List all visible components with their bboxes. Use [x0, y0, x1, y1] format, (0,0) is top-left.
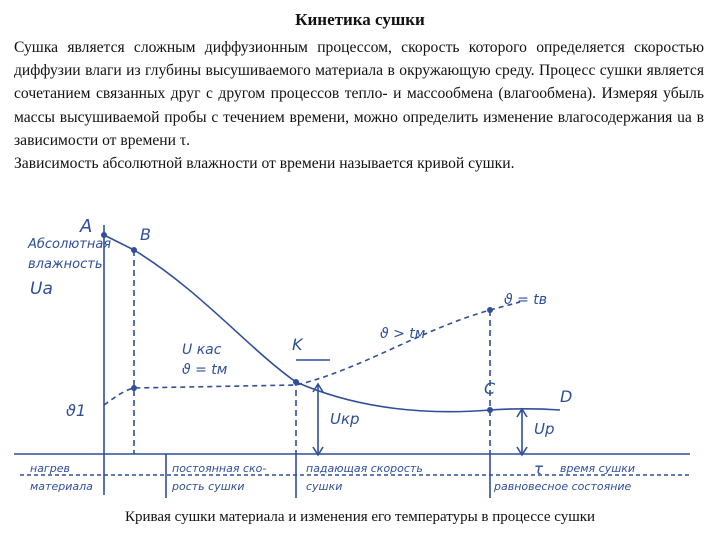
label-up: Uр [534, 420, 555, 438]
point-C-dot [487, 407, 493, 413]
zone-2-line1: постоянная ско- [172, 462, 267, 475]
paragraph-1: Сушка является сложным диффузионным процессом, скорость которого определяется скоростью диффузии влаги из глубины высушиваемого материала в окружающую среду. Процесс сушки является сочетанием связанных друг с другом процессов тепло- и массообмена (влагообмена). Измеряя убыль массы высушиваемой пробы с течением времени, можно определить изменение влагосодержания uа в зависимости от времени τ. [14, 39, 704, 149]
label-tau: τ [534, 460, 544, 478]
zone-2-line2: рость сушки [172, 480, 245, 493]
label-C: C [484, 379, 496, 398]
label-ucr-line1: U кас [182, 342, 222, 358]
point-tb-dot [487, 307, 493, 313]
temperature-curve [104, 302, 520, 405]
label-A: A [80, 216, 93, 237]
label-B: B [140, 225, 151, 244]
y-axis-label-line2: влажность [28, 257, 103, 272]
label-D: D [560, 387, 573, 406]
label-theta-eq-tb: ϑ = tв [504, 292, 548, 308]
zone-3-line1: падающая скорость [306, 462, 423, 475]
zone-1-line2: материала [30, 480, 93, 493]
point-B-dot [131, 247, 137, 253]
drying-curve-figure [0, 210, 720, 510]
zone-3-line2: сушки [306, 480, 343, 493]
zone-4-line2: равновесное состояние [494, 480, 632, 493]
paragraph-2: Зависимость абсолютной влажности от времени называется кривой сушки. [14, 155, 515, 173]
point-K-dot [293, 379, 299, 385]
zone-1-line1: нагрев [30, 462, 70, 475]
y-axis-symbol: Uа [30, 279, 53, 299]
figure-caption: Кривая сушки материала и изменения его температуры в процессе сушки [124, 509, 596, 525]
label-ukp: Uкр [330, 410, 360, 428]
body-text [14, 36, 704, 175]
label-theta1: ϑ1 [66, 401, 87, 420]
label-K: K [292, 335, 303, 354]
zone-4-line1: время сушки [560, 462, 636, 475]
label-theta-gt-tm: ϑ > tм [380, 326, 426, 342]
point-theta1-dot [131, 385, 137, 391]
label-ucr-line2: ϑ = tм [182, 362, 228, 378]
page-title: Кинетика сушки [295, 10, 425, 29]
y-axis-label-line1: Абсолютная [28, 237, 112, 252]
